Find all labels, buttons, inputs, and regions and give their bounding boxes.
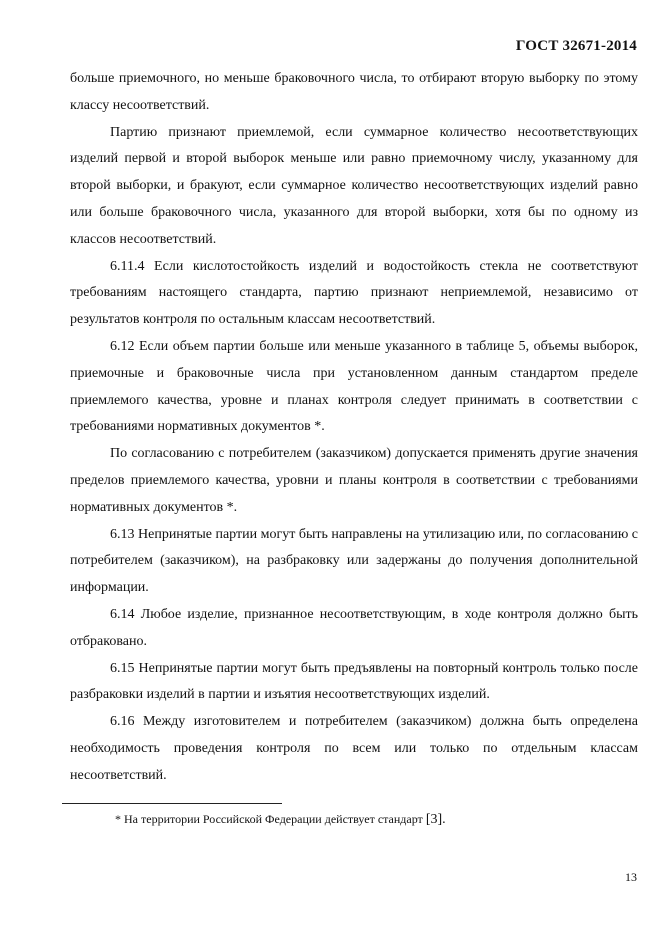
paragraph-6-12: 6.12 Если объем партии больше или меньше указанного в таблице 5, объемы выборок, приемочные и браковочные числа при установленном данным стандартом пределе приемлемого качества, уровне и планах контроля следует принимать в соответствии с требованиями нормативных документов *. — [70, 338, 638, 435]
paragraph-6-11-4: 6.11.4 Если кислотостойкость изделий и водостойкость стекла не соответствуют требованиям настоящего стандарта, партию признают неприемлемой, независимо от результатов контроля по остальным классам несоответствий. — [70, 258, 638, 328]
footnote-divider — [62, 803, 282, 804]
page-number: 13 — [625, 870, 637, 884]
paragraph-continuation: больше приемочного, но меньше браковочного числа, то отбирают вторую выборку по этому классу несоответствий. — [70, 71, 638, 113]
footnote-text: * На территории Российской Федерации действует стандарт — [115, 812, 426, 826]
paragraph-6-14: 6.14 Любое изделие, признанное несоответствующим, в ходе контроля должно быть отбраковано. — [70, 606, 638, 649]
paragraph: По согласованию с потребителем (заказчиком) допускается применять другие значения пределов приемлемого качества, уровни и планы контроля в соответствии с требованиями нормативных документов *. — [70, 446, 638, 515]
paragraph-6-15: 6.15 Непринятые партии могут быть предъявлены на повторный контроль только после разбраковки изделий в партии и изъятия несоответствующих изделий. — [70, 660, 638, 703]
paragraph: Партию признают приемлемой, если суммарное количество несоответствующих изделий первой и второй выборок меньше или равно приемочному числу, указанному для второй выборки, и бракуют, если суммарное количество несоответствующих изделий равно или больше браковочного числа, указанного для второй выборки, хотя бы по одному из классов несоответствий. — [70, 124, 638, 247]
paragraph-6-16: 6.16 Между изготовителем и потребителем (заказчиком) должна быть определена необходимость проведения контроля по всем или только по отдельным классам несоответствий. — [70, 714, 638, 783]
footnote — [115, 812, 446, 828]
paragraph-6-13: 6.13 Непринятые партии могут быть направлены на утилизацию или, по согласованию с потребителем (заказчиком), на разбраковку или задержаны до получения дополнительной информации. — [70, 526, 639, 596]
footnote-reference: [3]. — [425, 812, 446, 827]
document-header: ГОСТ 32671-2014 — [515, 38, 637, 54]
document-body — [70, 66, 638, 790]
